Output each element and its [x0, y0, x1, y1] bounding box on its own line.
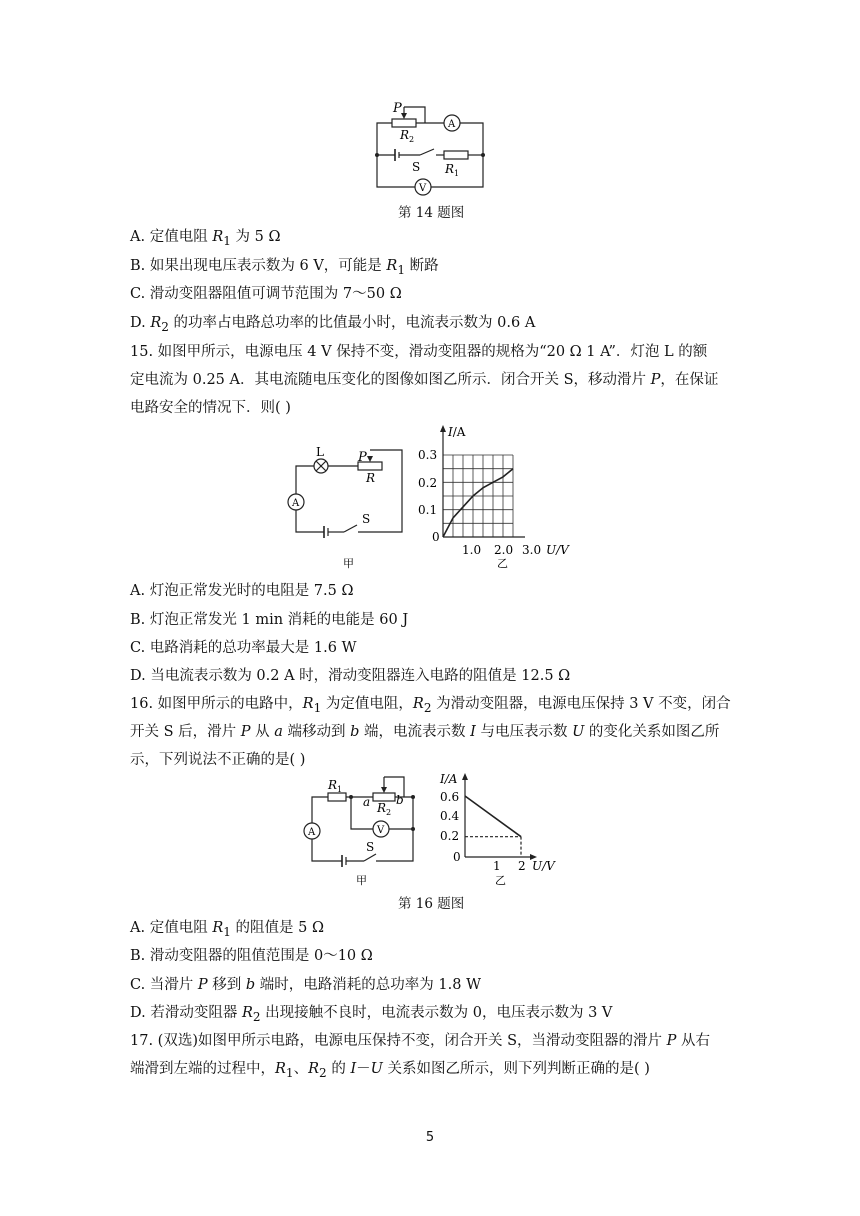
label-b-end: b	[396, 793, 404, 807]
label-r1: $R_1$	[445, 162, 460, 178]
y-tick-06: 0.6	[440, 790, 460, 804]
q17-stem-line-1: 17. (双选)如图甲所示电路，电源电压保持不变，闭合开关 S，当滑动变阻器的滑片 P 从右	[130, 1033, 711, 1049]
figure-16-right-label: 乙	[495, 874, 506, 887]
q16-option-a: A. 定值电阻 $R_1$ 的阻值是 5 Ω	[130, 920, 324, 939]
label-p: P	[358, 450, 367, 465]
q15-option-a: A. 灯泡正常发光时的电阻是 7.5 Ω	[130, 583, 354, 599]
q15-option-b: B. 灯泡正常发光 1 min 消耗的电能是 60 J	[130, 612, 409, 628]
x-tick-10: 1.0	[462, 543, 482, 557]
label-a: A	[292, 498, 300, 509]
y-tick-0: 0	[432, 530, 440, 544]
figure-14-caption: 第 14 题图	[398, 205, 465, 221]
label-l: L	[316, 445, 324, 459]
label-s: S	[362, 512, 371, 526]
label-v: V	[419, 183, 427, 194]
label-r2: $R_2$	[377, 801, 392, 817]
q16-stem-line-2: 开关 S 后，滑片 P 从 a 端移动到 b 端，电流表示数 I 与电压表示数 U 的变化关系如图乙所	[130, 724, 720, 740]
q14-option-b: B. 如果出现电压表示数为 6 V，可能是 $R_1$ 断路	[130, 258, 439, 277]
y-axis-label: I/A	[448, 425, 466, 439]
x-tick-20: 2.0	[494, 543, 514, 557]
i-u-line	[465, 796, 521, 837]
x-axis-label: U/V	[546, 543, 569, 557]
label-a-end: a	[363, 795, 371, 809]
label-s: S	[412, 160, 421, 174]
y-tick-02: 0.2	[418, 476, 438, 490]
q15-option-d: D. 当电流表示数为 0.2 A 时，滑动变阻器连入电路的阻值是 12.5 Ω	[130, 668, 571, 684]
label-v: V	[377, 825, 385, 836]
q16-option-b: B. 滑动变阻器的阻值范围是 0～10 Ω	[130, 948, 373, 964]
label-r: R	[366, 471, 376, 485]
q14-option-a: A. 定值电阻 $R_1$ 为 5 Ω	[130, 229, 281, 248]
x-tick-30: 3.0	[522, 543, 542, 557]
y-tick-03: 0.3	[418, 448, 438, 462]
y-tick-04: 0.4	[440, 809, 460, 823]
q15-stem-line-2: 定电流为 0.25 A．其电流随电压变化的图像如图乙所示．闭合开关 S，移动滑片 P，在保证	[130, 372, 719, 388]
q16-stem-line-3: 示，下列说法不正确的是( )	[130, 752, 306, 768]
x-tick-2: 2	[518, 859, 526, 873]
figure-16-left-label: 甲	[356, 874, 367, 887]
label-r2: $R_2$	[400, 128, 415, 144]
page-number: 5	[425, 1130, 435, 1145]
figure-15-right-label: 乙	[497, 557, 508, 570]
q14-option-d: D. $R_2$ 的功率占电路总功率的比值最小时，电流表示数为 0.6 A	[130, 315, 536, 334]
x-tick-1: 1	[493, 859, 501, 873]
q16-option-d: D. 若滑动变阻器 $R_2$ 出现接触不良时，电流表示数为 0，电压表示数为 3 V	[130, 1005, 613, 1024]
q15-stem-line-1: 15. 如图甲所示，电源电压 4 V 保持不变，滑动变阻器的规格为“20 Ω 1 A”．灯泡 L 的额	[130, 344, 708, 360]
y-tick-02: 0.2	[440, 829, 460, 843]
q14-option-c: C. 滑动变阻器阻值可调节范围为 7～50 Ω	[130, 286, 402, 302]
y-axis-label: I/A	[440, 772, 458, 786]
x-axis-label: U/V	[532, 859, 555, 873]
q16-option-c: C. 当滑片 P 移到 b 端时，电路消耗的总功率为 1.8 W	[130, 977, 481, 993]
label-a: A	[448, 119, 456, 130]
figure-16-caption: 第 16 题图	[398, 896, 465, 912]
q17-stem-line-2: 端滑到左端的过程中，$R_1$、$R_2$ 的 I－U 关系如图乙所示，则下列判断正确的是( )	[130, 1061, 650, 1080]
label-s: S	[366, 840, 375, 854]
figure-15-left-label: 甲	[343, 557, 354, 570]
label-p: P	[393, 101, 402, 116]
y-tick-01: 0.1	[418, 503, 438, 517]
label-a-meter: A	[308, 827, 316, 838]
y-tick-0: 0	[453, 850, 461, 864]
q15-option-c: C. 电路消耗的总功率最大是 1.6 W	[130, 640, 357, 656]
q16-stem-line-1: 16. 如图甲所示的电路中，$R_1$ 为定值电阻，$R_2$ 为滑动变阻器，电源电压保持 3 V 不变，闭合	[130, 696, 731, 715]
q15-stem-line-3: 电路安全的情况下．则( )	[130, 400, 291, 416]
label-r1: $R_1$	[328, 778, 343, 794]
y-axis-arrow-icon	[462, 773, 468, 780]
